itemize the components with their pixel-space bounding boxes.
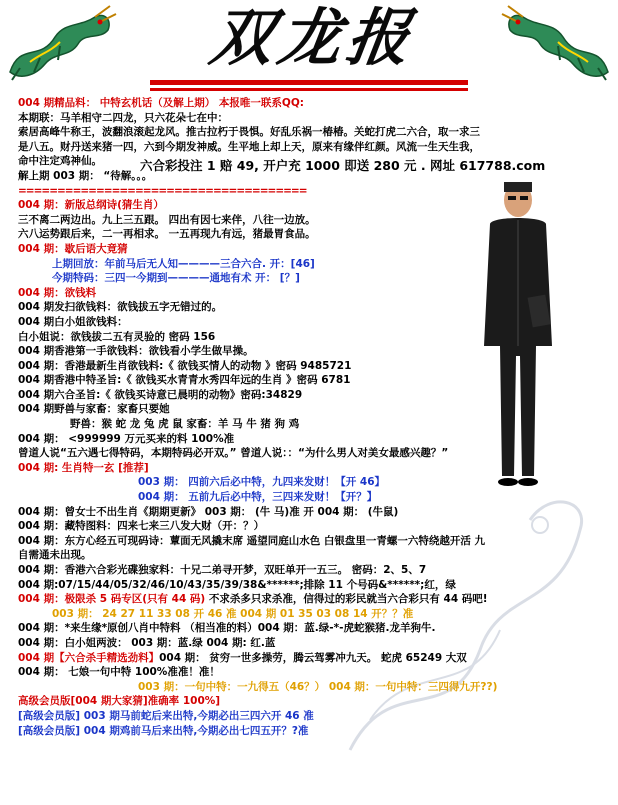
text-segment: 白小姐说：欲钱拔二五有灵验的 密码 156 [18,330,216,343]
text-segment: 自需通未出现。 [18,549,92,562]
text-line [18,563,608,578]
text-line [18,271,608,286]
text-segment: 004 期野兽与家畜：家畜只要她 [18,403,170,416]
text-segment: 不求杀多只求杀准，信得过的彩民就当六合彩只有 44 码吧! [205,593,488,606]
text-line [18,446,608,461]
text-segment: 003 期： 24 27 11 33 08 开 46 准 [52,607,237,620]
text-segment: 003 期：一句中特：一九得五（46？） [138,680,326,693]
text-segment: 曾道人说“五六遇七得特码，本期特码必开双。” 曾道人说：：“为什么男人对美女最感兴趣？” [18,447,449,460]
text-segment: 004 期： 贫穷一世多操劳，腾云驾雾冲九天。 蛇虎 65249 大双 [159,651,467,664]
text-line [18,548,608,563]
article-body [18,96,608,738]
text-line [18,330,608,345]
text-segment: 野兽：猴 蛇 龙 兔 虎 鼠 家畜：羊 马 牛 猪 狗 鸡 [70,418,300,431]
text-segment: 004 期：香港最新生肖欲钱料:《 欲钱买情人的动物 》密码 9485721 [18,359,352,372]
title-underline [150,80,468,85]
text-segment: 004 期： <999999 万元买来的料 100%准 [18,432,235,445]
text-line [18,388,608,403]
text-line [18,402,608,417]
masthead-title: 双龙报 [205,1,421,74]
text-line [18,665,608,680]
right-dragon-icon [498,2,618,84]
text-segment: 中特玄机话（及解上期） [96,97,216,109]
text-segment: 本期联：马羊相守二四龙，只六花朵七在中： [18,111,228,124]
text-line [18,417,608,432]
text-line [18,621,608,636]
text-line [18,359,608,374]
text-line [18,461,608,476]
text-line [18,724,608,739]
text-segment: 004 期：一句中特：三四得九开??) [325,680,498,693]
text-segment: 004 期香港中特圣旨:《 欲钱买水青青水秀四年远的生肖 》密码 6781 [18,374,351,387]
text-segment: 003 期： 四前六后必中特，九四来发财！【开 46】 [138,476,385,489]
text-line [18,519,608,534]
text-segment: 索居高峰牛称王，波翻浪滚起龙风。推古拉朽于畏惧。好乱乐祸一椿椿。关蛇打虎二六合，取一求三 [18,126,480,139]
text-segment: 004 期： 七娘一句中特 100%准准！准！ [18,666,220,679]
text-segment: [高级会员版] 004 期鸡前马后来出特,今期必出七四五开？?准 [18,724,309,737]
text-line [18,96,608,111]
text-segment: 004 期：曾女士不出生肖《期期更新》 003 期： (牛 马)准 开 004 期： (牛鼠) [18,505,399,518]
text-segment: 上期回放：年前马后无人知————三合六合. 开：[46] [52,257,315,270]
text-segment: 004 期：香港六合彩光碟独家料：十兄二弟寻开梦，双旺单开一五三。 密码：2、5、7 [18,564,427,576]
text-line [18,475,608,490]
text-segment: 004 期：极限杀 5 码专区(只有 44 码) [18,593,206,606]
text-segment: 004 期香港第一手欲钱料：欲钱看小学生做早操。 [18,345,254,358]
text-line [18,154,608,169]
text-segment: 004 期【六合杀手精选劲料】 [18,651,160,664]
text-line [18,111,608,126]
text-line [18,242,608,257]
text-line [18,213,608,228]
text-segment: 三不离二两边出。九上三五跟。 四出有因七来伴，八往一边放。 [18,213,316,226]
text-line [18,607,608,622]
text-segment: 004 期：歇后语大竟猜 [18,242,128,255]
text-segment: ===================================== [18,184,307,197]
text-line [18,432,608,447]
text-line [18,534,608,549]
text-line [18,140,608,155]
text-segment: 004 期 01 35 03 08 14 开？？准 [236,607,414,620]
text-line [18,169,608,184]
text-line [18,592,608,607]
text-line [18,125,608,140]
title-underline-2 [150,88,468,91]
text-segment: 004 期：藏特图料：四来七来三八发大财（开：？） [18,520,265,533]
text-segment: 004 期：*来生缘*原创八肖中特料 （相当准的料）004 期：蓝.绿-*-虎蛇猴猪.龙羊狗牛. [18,622,436,635]
text-line [18,505,608,520]
text-line [18,300,608,315]
text-line [18,227,608,242]
text-segment: 004 期：欲钱料 [18,286,97,299]
masthead [0,0,618,100]
text-line [18,636,608,651]
ad-banner-text: 六合彩投注 1 赔 49, 开户充 1000 即送 280 元 . 网址 617788.com [140,158,546,173]
text-line [18,198,608,213]
text-line [18,578,608,593]
text-line [18,651,608,666]
text-segment: 命中注定鸡神仙。 [18,155,102,168]
text-segment: 004 期精品料： [18,97,97,109]
text-line [18,184,608,199]
text-line [18,709,608,724]
text-segment: 004 期六合圣旨:《 欲钱买诗意已晨明的动物》密码:34829 [18,388,303,401]
text-line [18,344,608,359]
text-line [18,373,608,388]
text-segment: 004 期：东方心经五可现码诗：蕈面无风撬末席 遥望同庭山水色 白银盘里一青螺一六特绕越开活 九 [18,534,486,547]
text-line [18,286,608,301]
text-segment: 是八五。财丹送来猪一四，六到今期发神威。生平地上却上天，原来有缘伴红颜。风流一生天生我， [18,140,480,153]
text-line [18,694,608,709]
text-line [18,680,608,695]
text-line [18,490,608,505]
text-line [18,257,608,272]
text-segment: 004 期发扫欲钱料：欲钱拔五字无错过的。 [18,301,223,314]
text-segment: 004 期: 生肖特一玄 [推荐] [18,461,149,474]
text-segment: 004 期白小姐欲钱料： [18,315,128,328]
text-segment: 解上期 003 期： “待解。。。 [18,169,153,182]
text-segment: 004 期：白小姐两波： 003 期：蓝.绿 004 期: 红.蓝 [18,636,276,649]
text-segment: 004 期:07/15/44/05/32/46/10/43/35/39/38&******;排除 11 个号码&******;红，绿 [18,578,456,591]
text-segment: 高级会员版[004 期大家猜]准确率 100%] [18,695,221,708]
text-segment: 今期特码：三四一今期到————通地有术 开： [？] [52,272,300,285]
text-segment: 004 期：新版总纲诗(猜生肖） [18,199,164,212]
text-segment: [高级会员版] 003 期马前蛇后来出特,今期必出三四六开 46 准 [18,709,314,722]
left-dragon-icon [0,2,120,84]
text-line [18,315,608,330]
text-segment: 004 期： 五前九后必中特，三四来发财！【开？】 [138,491,378,504]
text-segment: 六八运势跟后来，二一再相求。 一五再现九有远，猪最胃食品。 [18,228,316,241]
text-segment: 本报唯一联系QQ: [215,97,304,109]
